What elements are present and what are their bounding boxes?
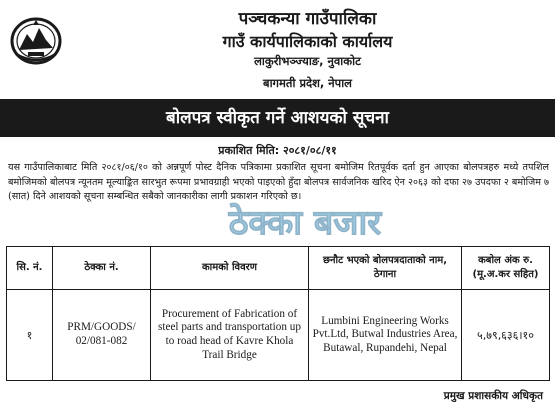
- signatory-title: प्रमुख प्रशासकीय अधिकृत: [443, 390, 543, 402]
- table-row: [7, 290, 550, 381]
- notice-title-banner: बोलपत्र स्वीकृत गर्ने आशयको सूचना: [0, 99, 555, 137]
- watermark-text: ठेक्का बजार: [228, 203, 382, 243]
- col-header-amount: कबोल अंक रु. (मू.अ.कर सहित): [462, 247, 550, 290]
- cell-sn: १: [7, 290, 53, 381]
- published-date: प्रकाशित मिति: २०८१/०८/११: [218, 144, 337, 157]
- col-header-sn: सि. नं.: [7, 247, 53, 290]
- award-table: [6, 246, 550, 381]
- cell-bidder: Lumbini Engineering Works Pvt.Ltd, Butwal Industries Area, Butawal, Rupandehi, Nepal: [309, 290, 462, 381]
- cell-amount: ५,७९,६३६।१०: [462, 290, 550, 381]
- col-header-contract: ठेक्का नं.: [53, 247, 151, 290]
- office-address: लाकुरीभञ्ज्याङ, नुवाकोट: [254, 54, 361, 68]
- notice-body-paragraph: यस गाउँपालिकाबाट मिति २०८१/०६/१० को अन्नपूर्ण पोस्ट दैनिक पत्रिकामा प्रकाशित सूचना बमोजिम रितपूर्वक दर्ता हुन आएका बोलपत्रहरु मध्ये तपशिल बमोजिमको बोलपत्र न्यूनतम मूल्याङ्कित सारभुत रूपमा प्रभावग्राही भएको पाइएको हुँदा बोलपत्र सार्वजनिक खरिद ऐन २०६३ को दफा २७ उपदफा २ बमोजिम ७ (सात) दिने आशयको सूचना सम्बन्धित सबैको जानकारीका लागी प्रकाशन गरिएको छ।: [8, 162, 549, 202]
- office-name: गाउँ कार्यपालिकाको कार्यालय: [222, 32, 393, 51]
- province-country: बागमती प्रदेश, नेपाल: [263, 76, 352, 90]
- table-header-row: [7, 247, 550, 290]
- cell-work-description: Procurement of Fabrication of steel parts and transportation up to road head of Kavre Khola Trail Bridge: [151, 290, 309, 381]
- cell-contract-no: PRM/GOODS/ 02/081-082: [53, 290, 151, 381]
- col-header-work: कामको विवरण: [151, 247, 309, 290]
- government-emblem-icon: [10, 14, 62, 66]
- municipality-name: पञ्चकन्या गाउँपालिका: [238, 9, 377, 29]
- col-header-bidder: छनौट भएको बोलपत्रदाताको नाम, ठेगाना: [309, 247, 462, 290]
